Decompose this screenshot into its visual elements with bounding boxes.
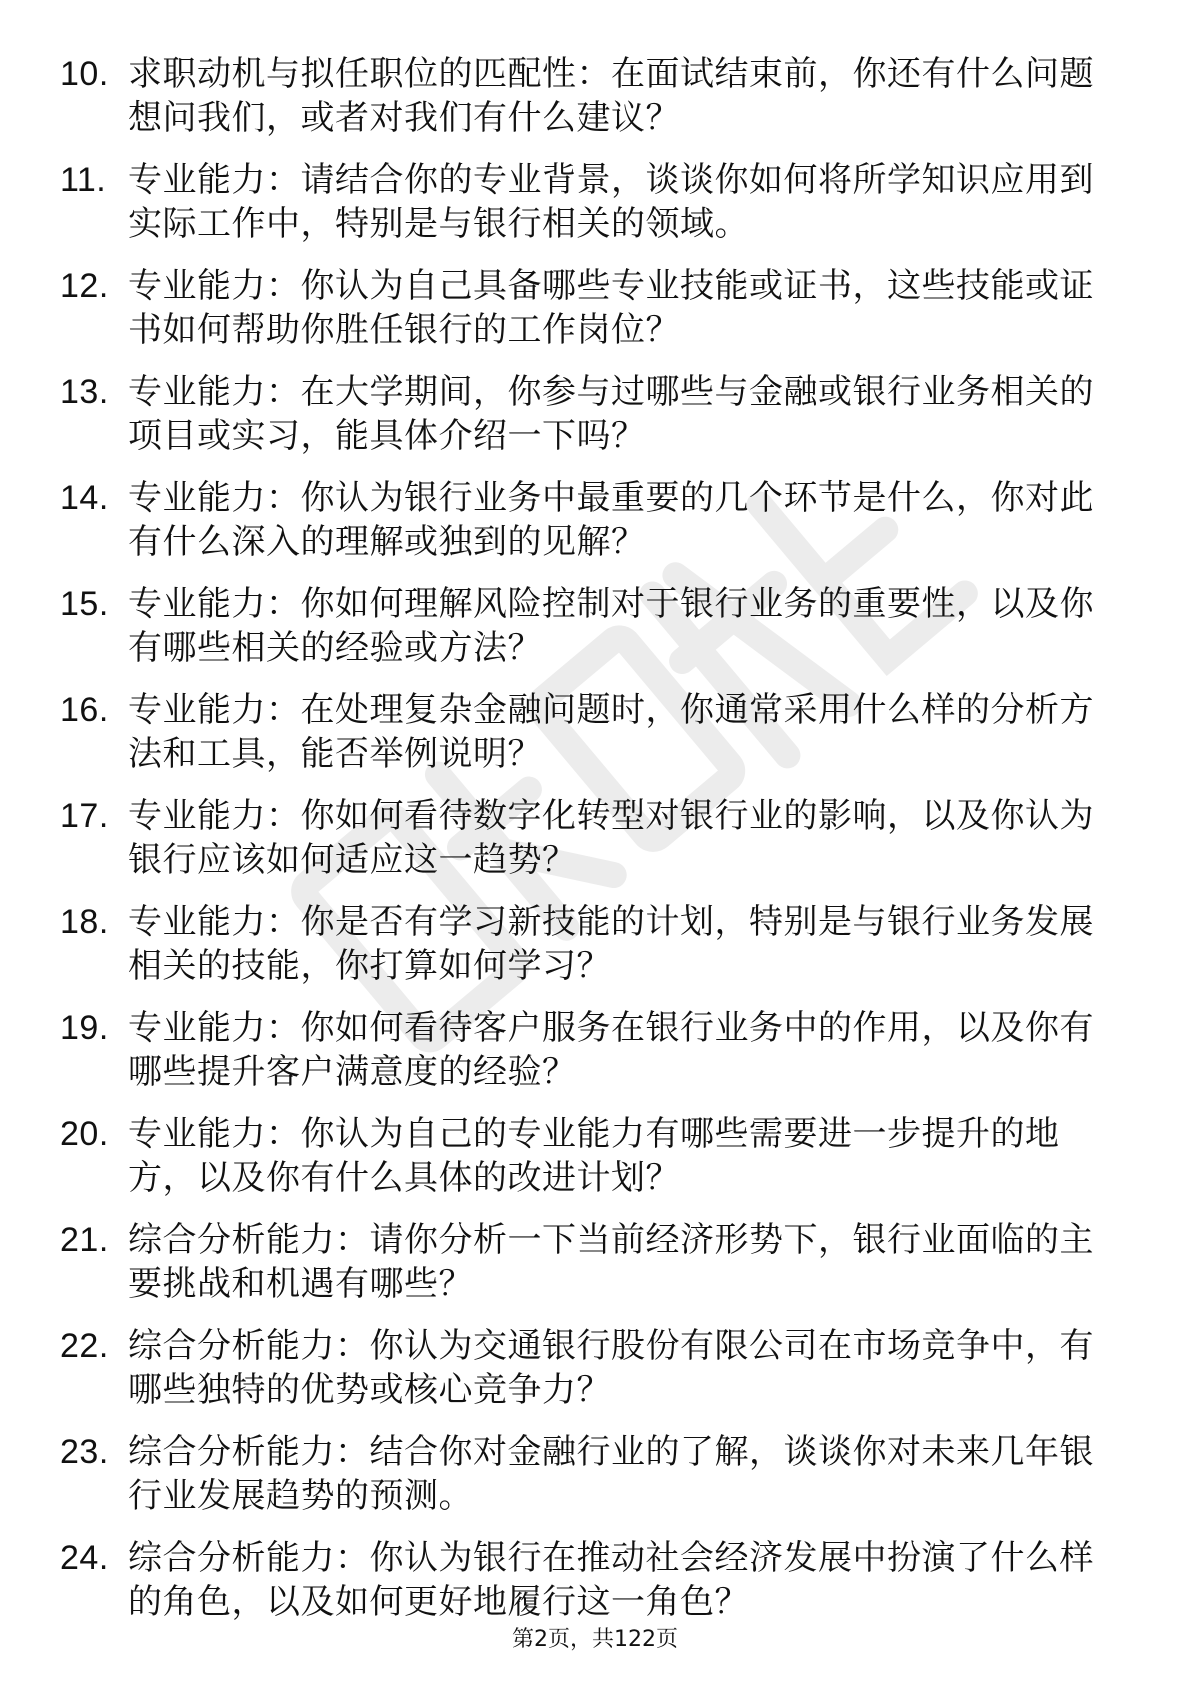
question-text: 综合分析能力：结合你对金融行业的了解，谈谈你对未来几年银行业发展趋势的预测。 <box>128 1432 1094 1516</box>
question-item <box>60 158 1130 246</box>
question-text: 专业能力：你如何理解风险控制对于银行业务的重要性，以及你有哪些相关的经验或方法？ <box>128 584 1094 668</box>
question-number: 16. <box>60 691 109 729</box>
question-list <box>60 52 1130 1642</box>
question-text: 综合分析能力：你认为交通银行股份有限公司在市场竞争中，有哪些独特的优势或核心竞争力？ <box>128 1326 1094 1410</box>
question-item <box>60 900 1130 988</box>
question-text: 专业能力：在大学期间，你参与过哪些与金融或银行业务相关的项目或实习，能具体介绍一下吗？ <box>128 372 1094 456</box>
question-text: 专业能力：在处理复杂金融问题时，你通常采用什么样的分析方法和工具，能否举例说明？ <box>128 690 1094 774</box>
question-text: 专业能力：你认为自己具备哪些专业技能或证书，这些技能或证书如何帮助你胜任银行的工作岗位？ <box>128 266 1094 350</box>
question-item <box>60 264 1130 352</box>
question-number: 17. <box>60 797 109 835</box>
question-item <box>60 1324 1130 1412</box>
question-number: 10. <box>60 55 109 93</box>
question-number: 14. <box>60 479 109 517</box>
question-item <box>60 1536 1130 1624</box>
question-number: 15. <box>60 585 109 623</box>
question-number: 12. <box>60 267 109 305</box>
question-item <box>60 794 1130 882</box>
question-number: 19. <box>60 1009 109 1047</box>
question-item <box>60 582 1130 670</box>
question-text: 专业能力：你认为自己的专业能力有哪些需要进一步提升的地方，以及你有什么具体的改进计划？ <box>128 1114 1060 1198</box>
question-number: 11. <box>60 161 107 199</box>
question-item <box>60 688 1130 776</box>
question-item <box>60 1112 1130 1200</box>
question-item <box>60 476 1130 564</box>
question-text: 专业能力：你认为银行业务中最重要的几个环节是什么，你对此有什么深入的理解或独到的见解？ <box>128 478 1094 562</box>
question-text: 求职动机与拟任职位的匹配性：在面试结束前，你还有什么问题想问我们，或者对我们有什么建议？ <box>128 54 1094 138</box>
question-number: 23. <box>60 1433 109 1471</box>
question-item <box>60 1218 1130 1306</box>
question-text: 综合分析能力：你认为银行在推动社会经济发展中扮演了什么样的角色，以及如何更好地履行这一角色？ <box>128 1538 1094 1622</box>
question-number: 24. <box>60 1539 109 1577</box>
page-footer: 第2页，共122页 <box>512 1627 678 1652</box>
question-item <box>60 1430 1130 1518</box>
question-item <box>60 370 1130 458</box>
question-text: 专业能力：你是否有学习新技能的计划，特别是与银行业务发展相关的技能，你打算如何学习？ <box>128 902 1094 986</box>
question-text: 专业能力：你如何看待客户服务在银行业务中的作用，以及你有哪些提升客户满意度的经验？ <box>128 1008 1094 1092</box>
question-number: 22. <box>60 1327 109 1365</box>
question-text: 综合分析能力：请你分析一下当前经济形势下，银行业面临的主要挑战和机遇有哪些？ <box>128 1220 1094 1304</box>
question-item <box>60 1006 1130 1094</box>
question-number: 13. <box>60 373 109 411</box>
question-number: 18. <box>60 903 109 941</box>
question-text: 专业能力：请结合你的专业背景，谈谈你如何将所学知识应用到实际工作中，特别是与银行相关的领域。 <box>128 160 1094 244</box>
question-text: 专业能力：你如何看待数字化转型对银行业的影响，以及你认为银行应该如何适应这一趋势？ <box>128 796 1094 880</box>
question-number: 21. <box>60 1221 109 1259</box>
question-item <box>60 52 1130 140</box>
question-number: 20. <box>60 1115 109 1153</box>
